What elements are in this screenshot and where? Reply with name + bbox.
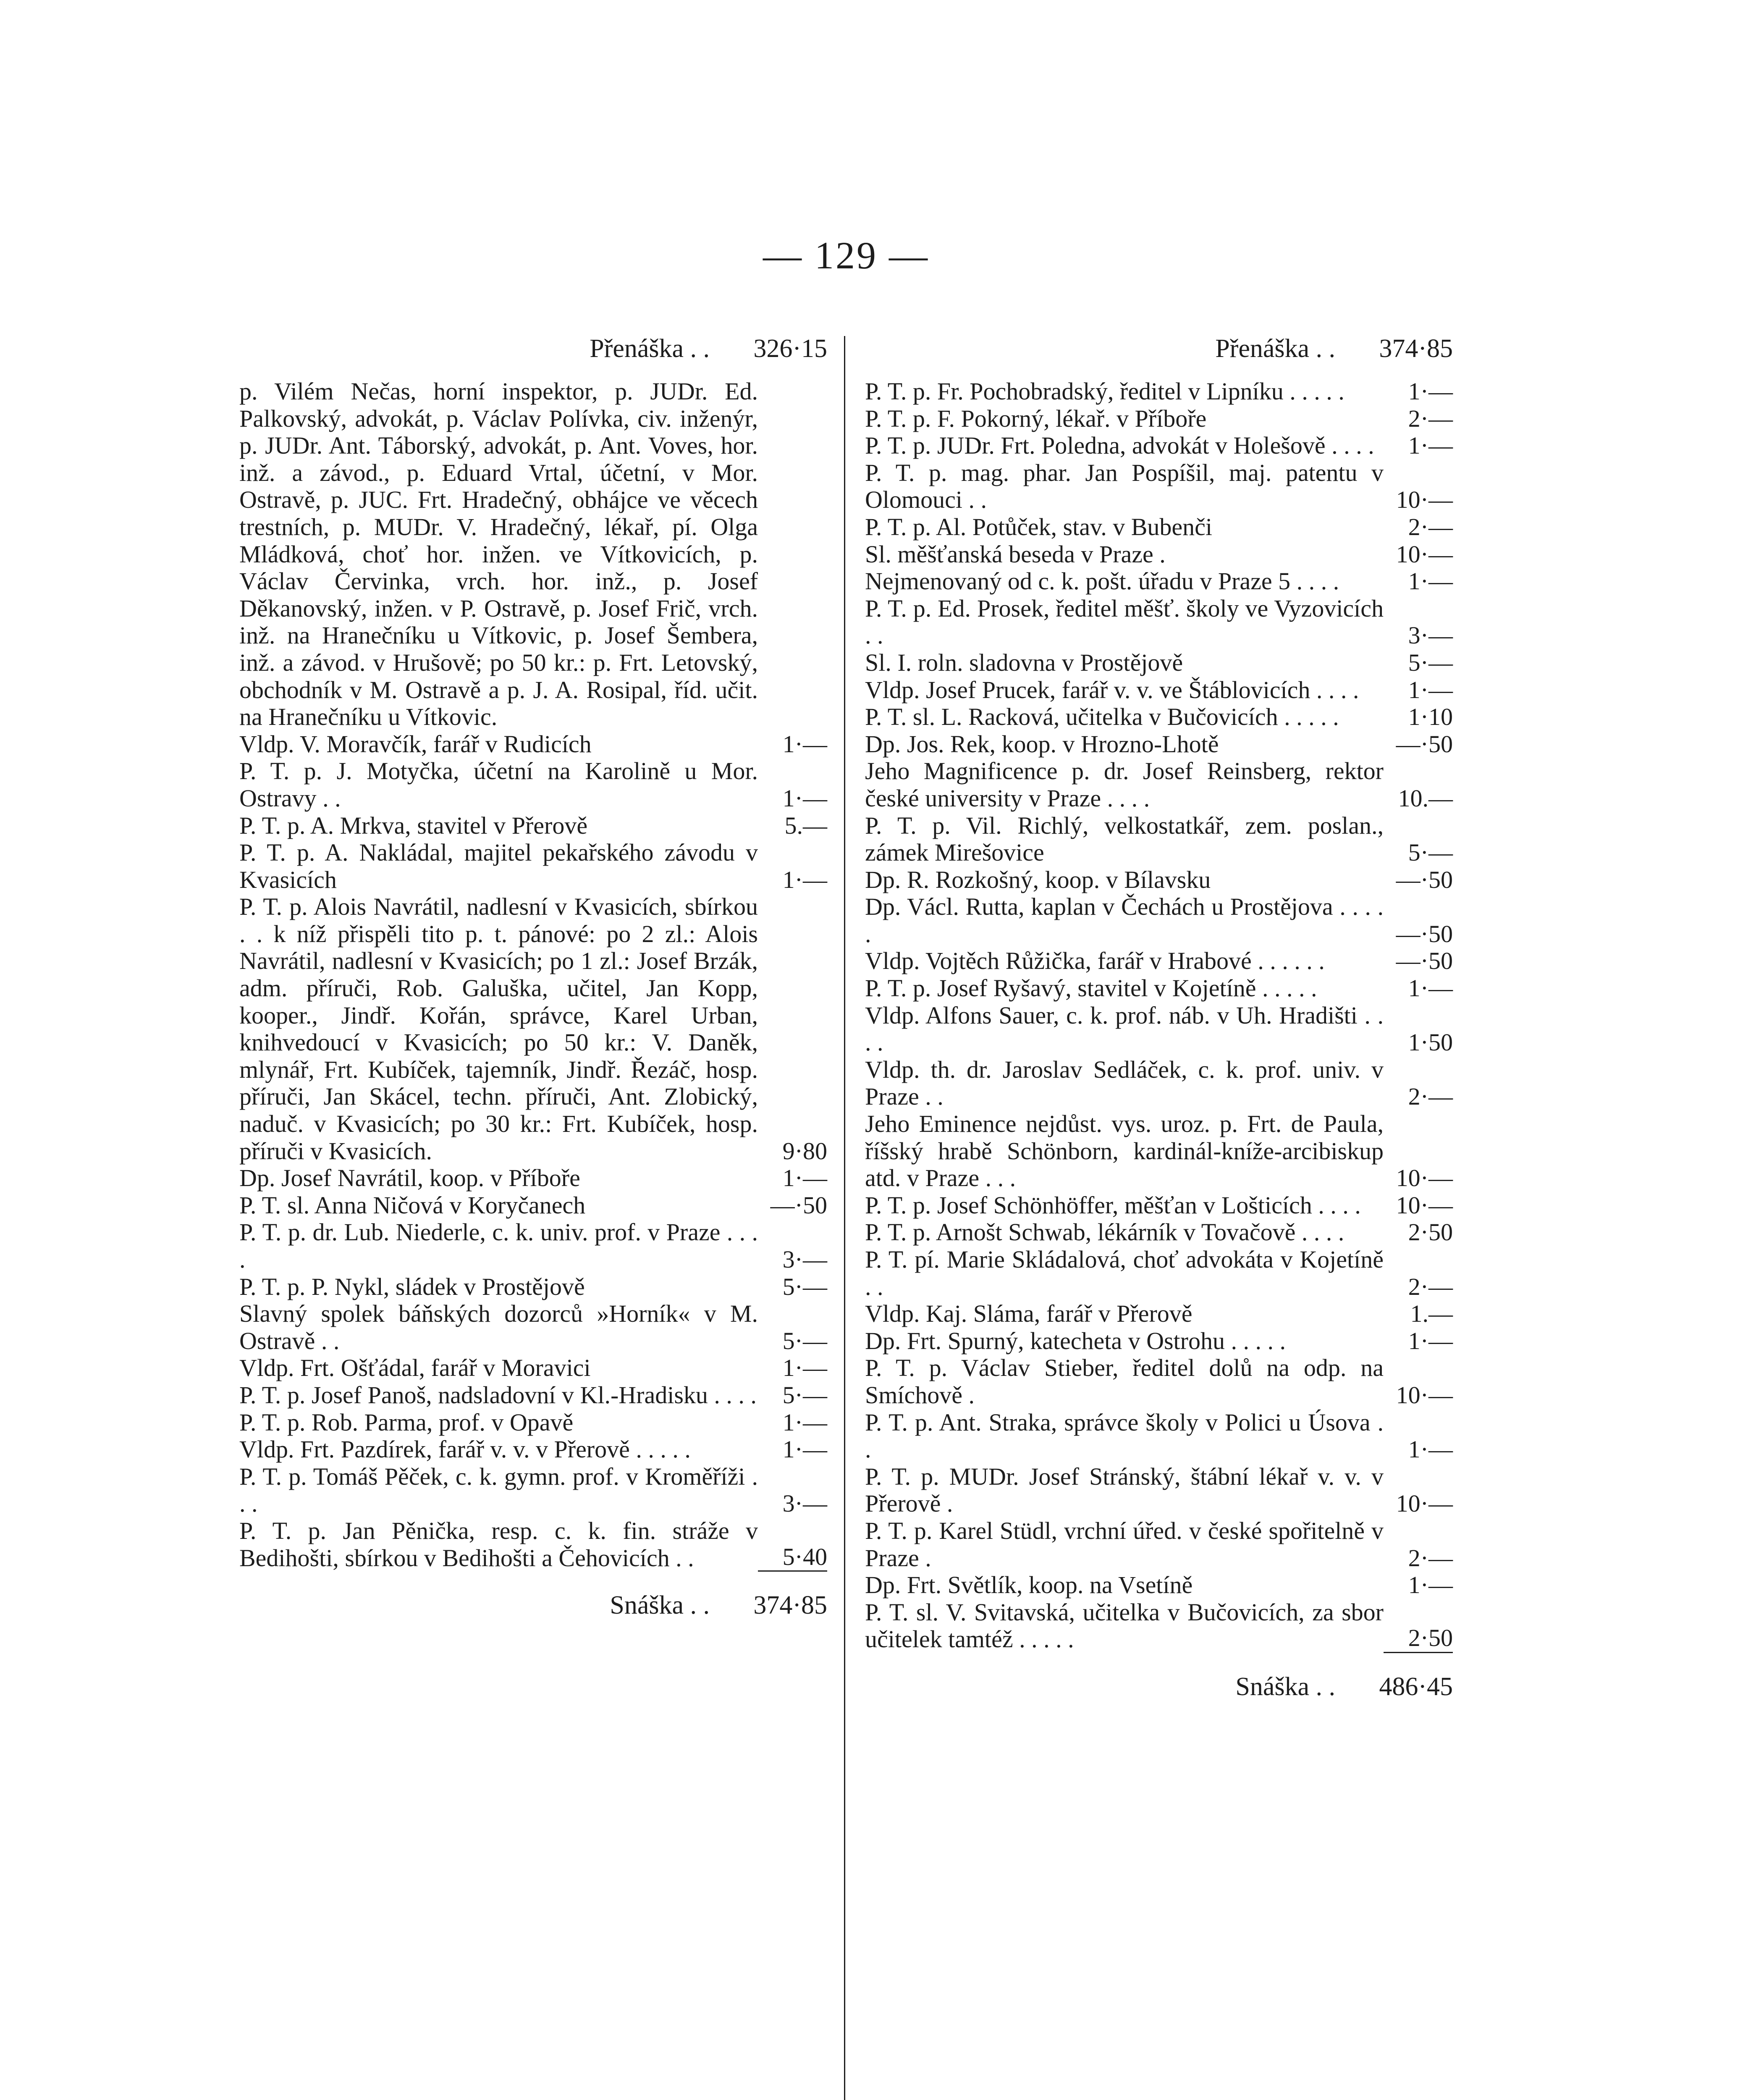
donor-text: Vldp. Frt. Pazdírek, farář v. v. v Přerově . . . . .	[239, 1436, 691, 1463]
donation-entry	[865, 866, 1453, 894]
donor-text: P. T. sl. Anna Ničová v Koryčanech	[239, 1191, 586, 1219]
donation-entry	[239, 839, 827, 893]
donation-amount: 5.—	[784, 811, 827, 839]
donation-entry	[865, 893, 1453, 948]
donor-text: P. T. p. JUDr. Frt. Poledna, advokát v Holešově . . . .	[865, 432, 1374, 459]
donor-text: P. T. p. Vil. Richlý, velkostatkář, zem. poslan., zámek Mirešovice	[865, 811, 1384, 866]
donor-text: Nejmenovaný od c. k. pošt. úřadu v Praze 5 . . . .	[865, 567, 1339, 595]
donor-text: P. T. p. Jan Pěnička, resp. c. k. fin. stráže v Bedihošti, sbírkou v Bedihošti a Čehovicích . .	[239, 1517, 758, 1572]
total-row	[865, 1670, 1453, 1704]
donation-amount: —·50	[770, 1191, 827, 1219]
donation-entry	[865, 975, 1453, 1002]
donation-entry	[865, 1328, 1453, 1355]
donor-text: Vldp. V. Moravčík, farář v Rudicích	[239, 730, 592, 758]
donation-amount: —·50	[1396, 730, 1453, 758]
donor-text: P. T. p. mag. phar. Jan Pospíšil, maj. patentu v Olomouci . .	[865, 459, 1384, 514]
donation-amount: 5·—	[782, 1273, 827, 1300]
donation-amount: 1·—	[782, 1164, 827, 1192]
donor-text: P. T. p. Al. Potůček, stav. v Bubenči	[865, 513, 1213, 541]
donation-entry	[865, 1517, 1453, 1572]
carry-forward-amount: 374·85	[1379, 334, 1453, 363]
donation-entry	[239, 1382, 827, 1409]
donation-entry	[865, 568, 1453, 595]
donation-amount: 3·—	[782, 1246, 827, 1273]
donation-amount: 3·—	[1408, 622, 1453, 649]
donation-amount: 10·—	[1396, 486, 1453, 514]
page-number: — 129 —	[763, 234, 929, 277]
donor-text: Dp. Frt. Světlík, koop. na Vsetíně	[865, 1571, 1193, 1599]
donor-text: Dp. R. Rozkošný, koop. v Bílavsku	[865, 866, 1211, 893]
donation-entry	[239, 1192, 827, 1219]
donation-amount: 2·50	[1384, 1625, 1453, 1653]
total-amount: 374·85	[753, 1591, 827, 1620]
donation-entry	[239, 1219, 827, 1273]
donor-text: Vldp. Vojtěch Růžička, farář v Hrabové . . . . . .	[865, 947, 1325, 975]
carry-forward-amount: 326·15	[753, 334, 827, 363]
donation-amount: 1·—	[1408, 567, 1453, 595]
carry-forward-row	[239, 328, 827, 378]
donation-amount: 10·—	[1396, 1381, 1453, 1409]
donation-entry	[865, 432, 1453, 459]
donor-text: p. Vilém Nečas, horní inspektor, p. JUDr. Ed. Palkovský, advokát, p. Václav Polívka, civ. inženýr, p. JUDr. Ant. Táborský, advokát, p. Ant. Voves, hor. inž. a závod., p. Eduard Vrtal, účetní, v Mor. Ostravě, p. JUC. Frt. Hradečný, obhájce ve věcech trestních, p. MUDr. V. Hradečný, lékař, pí. Olga Mládková, choť hor. inžen. ve Vítkovicích, p. Václav Červinka, vrch. hor. inž., p. Josef Děkanovský, inžen. v P. Ostravě, p. Josef Frič, vrch. inž. na Hranečníku u Vítkovic, p. Josef Šembera, inž. a závod. v Hrušově; po 50 kr.: p. Frt. Letovský, obchodník v M. Ostravě a p. J. A. Rosipal, říd. učit. na Hranečníku u Vítkovic.	[239, 378, 758, 731]
donation-entry	[239, 1463, 827, 1517]
donation-amount: 2·—	[1408, 1083, 1453, 1110]
donation-entry	[239, 1300, 827, 1354]
donor-text: P. T. p. Rob. Parma, prof. v Opavě	[239, 1408, 574, 1436]
donor-text: P. T. p. Ant. Straka, správce školy v Polici u Úsova . .	[865, 1408, 1384, 1463]
donation-amount: 1·—	[782, 784, 827, 812]
donation-entry	[865, 514, 1453, 541]
donation-amount: 1·10	[1408, 703, 1453, 731]
donation-entry	[865, 1246, 1453, 1300]
donation-entry	[865, 758, 1453, 812]
donor-text: P. T. p. Arnošt Schwab, lékárník v Tovačově . . . .	[865, 1218, 1345, 1246]
donation-entry	[865, 1110, 1453, 1192]
donation-amount: 1·—	[1408, 676, 1453, 704]
donor-text: P. T. p. Václav Stieber, ředitel dolů na odp. na Smíchově .	[865, 1354, 1384, 1409]
donation-amount: 10·—	[1396, 1164, 1453, 1192]
donation-entry	[865, 1300, 1453, 1328]
donation-amount: 1·—	[782, 1408, 827, 1436]
donation-entry	[239, 378, 827, 731]
donation-amount: 5·—	[1408, 648, 1453, 676]
donation-entry	[865, 731, 1453, 758]
donation-amount: 1·—	[782, 730, 827, 758]
donation-amount: 10·—	[1396, 1191, 1453, 1219]
donor-text: P. T. p. P. Nykl, sládek v Prostějově	[239, 1273, 585, 1300]
donation-entry	[239, 1517, 827, 1572]
donation-entry	[865, 1572, 1453, 1599]
donation-entry	[865, 459, 1453, 514]
donation-entry	[865, 677, 1453, 704]
donation-entry	[865, 1002, 1453, 1056]
donor-text: Vldp. th. dr. Jaroslav Sedláček, c. k. prof. univ. v Praze . .	[865, 1055, 1384, 1110]
donation-amount: 10.—	[1398, 784, 1453, 812]
donation-amount: 5·40	[758, 1544, 827, 1572]
donor-text: P. T. p. Ed. Prosek, ředitel měšť. školy ve Vyzovicích . .	[865, 594, 1384, 649]
donation-amount: 1.—	[1410, 1300, 1453, 1328]
total-row	[239, 1588, 827, 1622]
donation-entry	[239, 1354, 827, 1382]
donation-entry	[865, 1599, 1453, 1653]
donation-entry	[865, 405, 1453, 433]
donor-text: P. T. p. J. Motyčka, účetní na Karolině u Mor. Ostravy . .	[239, 757, 758, 812]
donation-amount: 9·80	[782, 1137, 827, 1165]
donation-entry	[239, 1409, 827, 1436]
donor-text: P. T. p. Tomáš Pěček, c. k. gymn. prof. v Kroměříži . . .	[239, 1462, 758, 1517]
carry-forward-label: Přenáška . .	[1215, 334, 1335, 363]
donor-text: P. T. p. MUDr. Josef Stránský, štábní lékař v. v. v Přerově .	[865, 1462, 1384, 1517]
donation-entry	[865, 1192, 1453, 1219]
donor-text: P. T. p. Alois Navrátil, nadlesní v Kvasicích, sbírkou . . k níž přispěli tito p. t. pánové: po 2 zl.: Alois Navrátil, nadlesní v Kvasicích; po 1 zl.: Josef Brzák, adm. příruči, Rob. Galuška, učitel, Jan Kopp, kooper., Jindř. Kořán, správce, Karel Urban, knihvedoucí v Kvasicích; po 50 kr.: V. Daněk, mlynář, Frt. Kubíček, tajemník, Jindř. Řezáč, hosp. příruči, Jan Skácel, techn. příruči, Ant. Zlobický, naduč. v Kvasicích; po 30 kr.: Frt. Kubíček, hosp. příruči v Kvasicích.	[239, 893, 758, 1165]
donation-amount: 1·—	[1408, 1436, 1453, 1463]
donation-entry	[865, 649, 1453, 677]
donor-text: P. T. p. dr. Lub. Niederle, c. k. univ. prof. v Praze . . . .	[239, 1218, 758, 1273]
donor-text: P. T. pí. Marie Skládalová, choť advokáta v Kojetíně . .	[865, 1246, 1384, 1300]
donor-text: Dp. Josef Navrátil, koop. v Příboře	[239, 1164, 580, 1192]
donor-text: P. T. p. Fr. Pochobradský, ředitel v Lipníku . . . . .	[865, 378, 1345, 405]
donor-text: Dp. Jos. Rek, koop. v Hrozno-Lhotě	[865, 730, 1219, 758]
donor-text: P. T. p. Josef Panoš, nadsladovní v Kl.-Hradisku . . . .	[239, 1381, 757, 1409]
donation-entry	[865, 541, 1453, 568]
right-column	[865, 328, 1453, 1704]
donation-amount: —·50	[1396, 920, 1453, 948]
donor-text: P. T. p. A. Nakládal, majitel pekařského závodu v Kvasicích	[239, 839, 758, 893]
donation-entry	[865, 1056, 1453, 1110]
donation-amount: 5·—	[782, 1381, 827, 1409]
donation-amount: 5·—	[1408, 839, 1453, 866]
donation-amount: 2·—	[1408, 1544, 1453, 1572]
donor-text: P. T. p. A. Mrkva, stavitel v Přerově	[239, 811, 588, 839]
donation-entry	[865, 378, 1453, 405]
donation-entry	[239, 1273, 827, 1301]
donor-text: P. T. p. Karel Stüdl, vrchní úřed. v české spořitelně v Praze .	[865, 1517, 1384, 1572]
donation-entry	[865, 1463, 1453, 1517]
donation-amount: —·50	[1396, 866, 1453, 893]
total-amount: 486·45	[1379, 1672, 1453, 1701]
column-divider	[844, 336, 845, 2100]
donation-amount: 1·—	[1408, 1327, 1453, 1354]
donor-text: P. T. p. Josef Ryšavý, stavitel v Kojetíně . . . . .	[865, 974, 1317, 1002]
donor-list	[865, 378, 1453, 1653]
donation-amount: 10·—	[1396, 540, 1453, 568]
donor-text: Jeho Eminence nejdůst. vys. uroz. p. Frt. de Paula, říšský hrabě Schönborn, kardinál-kníže-arcibiskup atd. v Praze . . .	[865, 1110, 1384, 1192]
donation-entry	[865, 1409, 1453, 1463]
donor-text: Sl. měšťanská beseda v Praze .	[865, 540, 1166, 568]
donor-text: P. T. sl. V. Svitavská, učitelka v Bučovicích, za sbor učitelek tamtéž . . . . .	[865, 1598, 1384, 1653]
donation-amount: 1·—	[1408, 974, 1453, 1002]
donor-text: Vldp. Kaj. Sláma, farář v Přerově	[865, 1300, 1193, 1328]
donation-amount: 2·—	[1408, 404, 1453, 432]
donation-entry	[239, 758, 827, 812]
donor-text: Jeho Magnificence p. dr. Josef Reinsberg, rektor české university v Praze . . . .	[865, 757, 1384, 812]
donation-amount: 10·—	[1396, 1490, 1453, 1517]
donor-text: P. T. p. Josef Schönhöffer, měšťan v Lošticích . . . .	[865, 1191, 1361, 1219]
donor-text: Dp. Václ. Rutta, kaplan v Čechách u Prostějova . . . . .	[865, 893, 1384, 948]
donation-entry	[865, 1219, 1453, 1246]
donation-entry	[239, 731, 827, 758]
donation-amount: 1·—	[1408, 432, 1453, 459]
left-column	[239, 328, 827, 1622]
carry-forward-row	[865, 328, 1453, 378]
donation-amount: 3·—	[782, 1490, 827, 1517]
donor-text: Vldp. Josef Prucek, farář v. v. ve Štáblovicích . . . .	[865, 676, 1359, 704]
donation-entry	[865, 812, 1453, 866]
donor-text: P. T. p. F. Pokorný, lékař. v Příboře	[865, 404, 1207, 432]
donation-entry	[865, 948, 1453, 975]
total-label: Snáška . .	[610, 1591, 710, 1620]
donor-text: Dp. Frt. Spurný, katecheta v Ostrohu . . . . .	[865, 1327, 1286, 1354]
donation-entry	[865, 704, 1453, 731]
donor-text: Slavný spolek báňských dozorců »Horník« v M. Ostravě . .	[239, 1300, 758, 1354]
donation-amount: —·50	[1396, 947, 1453, 975]
donation-amount: 2·50	[1408, 1218, 1453, 1246]
donor-text: Vldp. Alfons Sauer, c. k. prof. náb. v Uh. Hradišti . . . .	[865, 1001, 1384, 1056]
donation-amount: 5·—	[782, 1327, 827, 1354]
donation-entry	[239, 812, 827, 840]
donation-amount: 1·—	[782, 866, 827, 893]
carry-forward-label: Přenáška . .	[590, 334, 710, 363]
donation-amount: 1·—	[782, 1436, 827, 1463]
donation-entry	[239, 1436, 827, 1463]
donation-amount: 1·—	[1408, 1571, 1453, 1599]
donor-list	[239, 378, 827, 1572]
donor-text: P. T. sl. L. Racková, učitelka v Bučovicích . . . . .	[865, 703, 1339, 731]
donation-entry	[239, 893, 827, 1165]
donation-entry	[865, 1354, 1453, 1409]
donation-amount: 2·—	[1408, 1273, 1453, 1300]
donor-text: Sl. I. roln. sladovna v Prostějově	[865, 648, 1183, 676]
donation-amount: 2·—	[1408, 513, 1453, 541]
donation-amount: 1·50	[1408, 1029, 1453, 1056]
donation-amount: 1·—	[1408, 378, 1453, 405]
donor-text: Vldp. Frt. Ošťádal, farář v Moravici	[239, 1354, 591, 1382]
donation-entry	[865, 595, 1453, 649]
donation-amount: 1·—	[782, 1354, 827, 1382]
donation-entry	[239, 1165, 827, 1192]
total-label: Snáška . .	[1235, 1672, 1335, 1701]
